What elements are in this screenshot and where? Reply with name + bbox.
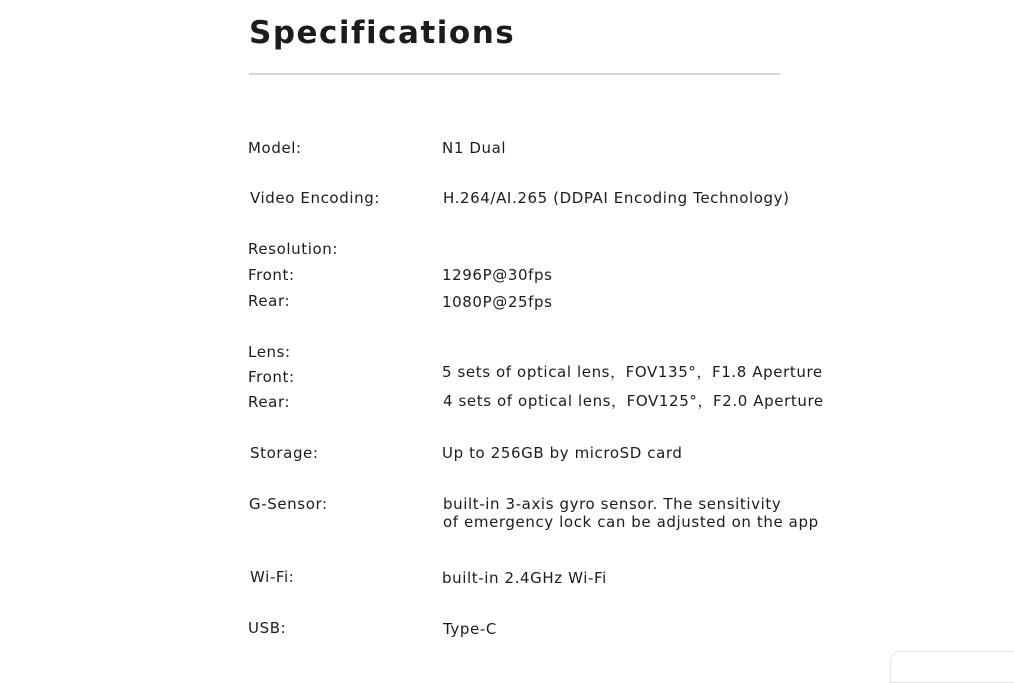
spec-value-video-encoding: H.264/AI.265 (DDPAI Encoding Technology) (443, 189, 790, 207)
corner-widget[interactable] (890, 651, 1014, 683)
spec-label-lens-rear: Rear: (248, 393, 291, 411)
spec-label-wifi: Wi-Fi: (250, 568, 295, 586)
spec-value-resolution-rear: 1080P@25fps (442, 293, 553, 311)
spec-value-resolution-front: 1296P@30fps (442, 266, 553, 284)
spec-value-storage: Up to 256GB by microSD card (442, 444, 683, 462)
spec-label-lens-front: Front: (248, 368, 295, 386)
spec-label-storage: Storage: (250, 444, 319, 462)
spec-value-usb: Type-C (443, 620, 497, 638)
spec-label-resolution-rear: Rear: (248, 292, 291, 310)
page-title: Specifications (249, 15, 516, 51)
spec-label-resolution-front: Front: (248, 266, 295, 284)
spec-value-g-sensor-line2: of emergency lock can be adjusted on the app (443, 513, 819, 531)
spec-label-usb: USB: (248, 619, 287, 637)
spec-value-lens-rear: 4 sets of optical lens，FOV125°，F2.0 Aperture (443, 392, 824, 410)
spec-label-model: Model: (248, 139, 302, 157)
spec-value-lens-front: 5 sets of optical lens，FOV135°，F1.8 Aperture (442, 363, 823, 381)
spec-value-wifi: built-in 2.4GHz Wi-Fi (442, 569, 607, 587)
spec-label-g-sensor: G-Sensor: (249, 495, 328, 513)
spec-label-resolution: Resolution: (248, 240, 339, 258)
spec-value-model: N1 Dual (442, 139, 507, 157)
spec-label-lens: Lens: (248, 343, 291, 361)
title-divider (249, 73, 780, 75)
spec-value-g-sensor-line1: built-in 3-axis gyro sensor. The sensitivity (443, 495, 782, 513)
spec-label-video-encoding: Video Encoding: (250, 189, 380, 207)
